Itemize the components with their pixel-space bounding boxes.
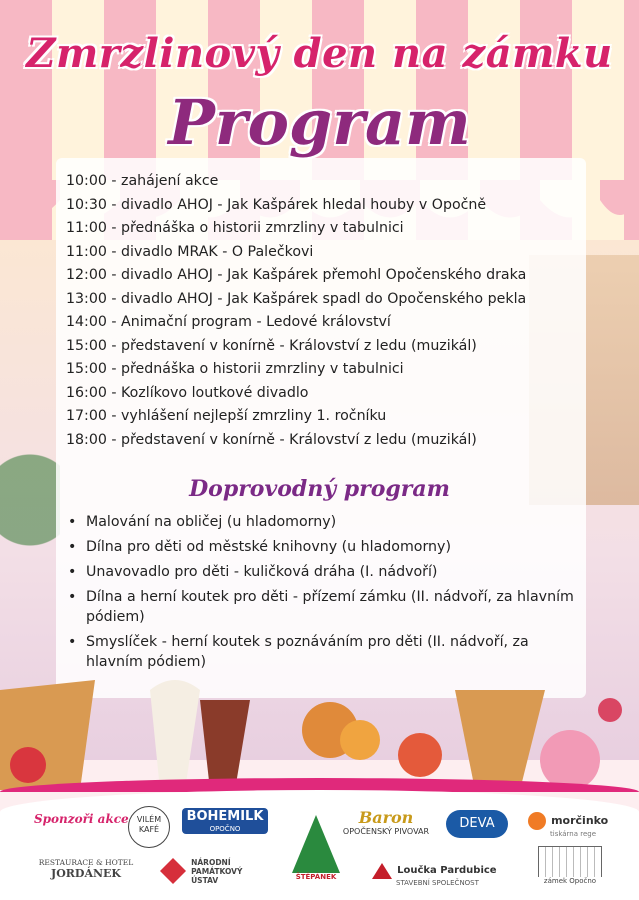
schedule-item: 11:00 - přednáška o historii zmrzliny v tabulnici (66, 220, 404, 236)
ice-cream-illustration (0, 670, 639, 790)
npu-logo: NÁRODNÍ PAMÁTKOVÝ ÚSTAV (160, 858, 260, 885)
trees-illustration (0, 440, 60, 640)
schedule-item: 14:00 - Animační program - Ledové království (66, 314, 391, 330)
zamek-opocno-logo: zámek Opočno (530, 846, 610, 885)
morcinko-icon (528, 812, 546, 830)
schedule-list (66, 170, 586, 452)
schedule-item: 10:00 - zahájení akce (66, 173, 219, 189)
sponsors-label: Sponzoři akce (34, 812, 129, 826)
accompanying-item: • Dílna a herní koutek pro děti - přízemí zámku (II. nádvoří, za hlavním pódiem) (66, 587, 586, 627)
accompanying-program-list (66, 512, 586, 677)
vilem-kafe-logo: VILÉM KAFÉ (128, 806, 170, 848)
schedule-item: 18:00 - představení v konírně - Království z ledu (muzikál) (66, 431, 477, 448)
schedule-item: 15:00 - přednáška o historii zmrzliny v tabulnici (66, 361, 404, 377)
accompanying-item: • Smyslíček - herní koutek s poznáváním pro děti (II. nádvoří, za hlavním pódiem) (66, 632, 586, 672)
stepanek-icon (292, 815, 340, 873)
schedule-item: 15:00 - představení v konírně - Království z ledu (muzikál) (66, 337, 477, 354)
bohemilk-logo: BOHEMILK OPOČNO (182, 808, 268, 834)
accompanying-item: • Malování na obličej (u hladomorny) (66, 512, 586, 532)
loucka-pardubice-logo: Loučka Pardubice STAVEBNÍ SPOLEČNOST (372, 860, 512, 887)
loucka-icon (372, 863, 392, 879)
schedule-item: 13:00 - divadlo AHOJ - Jak Kašpárek spadl do Opočenského pekla (66, 290, 527, 307)
accompanying-item: • Dílna pro děti od městské knihovny (u hladomorny) (66, 537, 586, 557)
baron-logo: Baron OPOČENSKÝ PIVOVAR (342, 808, 430, 836)
accompanying-program-heading: Doprovodný program (189, 476, 450, 502)
schedule-item: 10:30 - divadlo AHOJ - Jak Kašpárek hledal houby v Opočně (66, 196, 487, 213)
stepanek-logo: ŠTĚPÁNEK (290, 815, 342, 881)
program-heading: Program (168, 86, 471, 159)
event-title: Zmrzlinový den na zámku (26, 30, 613, 77)
schedule-item: 12:00 - divadlo AHOJ - Jak Kašpárek přemohl Opočenského draka (66, 267, 527, 283)
castle-icon (538, 846, 602, 877)
schedule-item: 11:00 - divadlo MRAK - O Palečkovi (66, 243, 314, 260)
accompanying-item: • Unavovadlo pro děti - kuličková dráha (I. nádvoří) (66, 562, 586, 582)
morcinko-logo: morčinko tiskárna rege (528, 810, 618, 838)
schedule-item: 17:00 - vyhlášení nejlepší zmrzliny 1. ročníku (66, 408, 387, 424)
schedule-item: 16:00 - Kozlíkovo loutkové divadlo (66, 384, 309, 401)
deva-logo: DEVA (446, 810, 508, 838)
jordanek-logo: RESTAURACE & HOTEL JORDÁNEK (38, 858, 134, 880)
npu-icon (160, 858, 186, 884)
